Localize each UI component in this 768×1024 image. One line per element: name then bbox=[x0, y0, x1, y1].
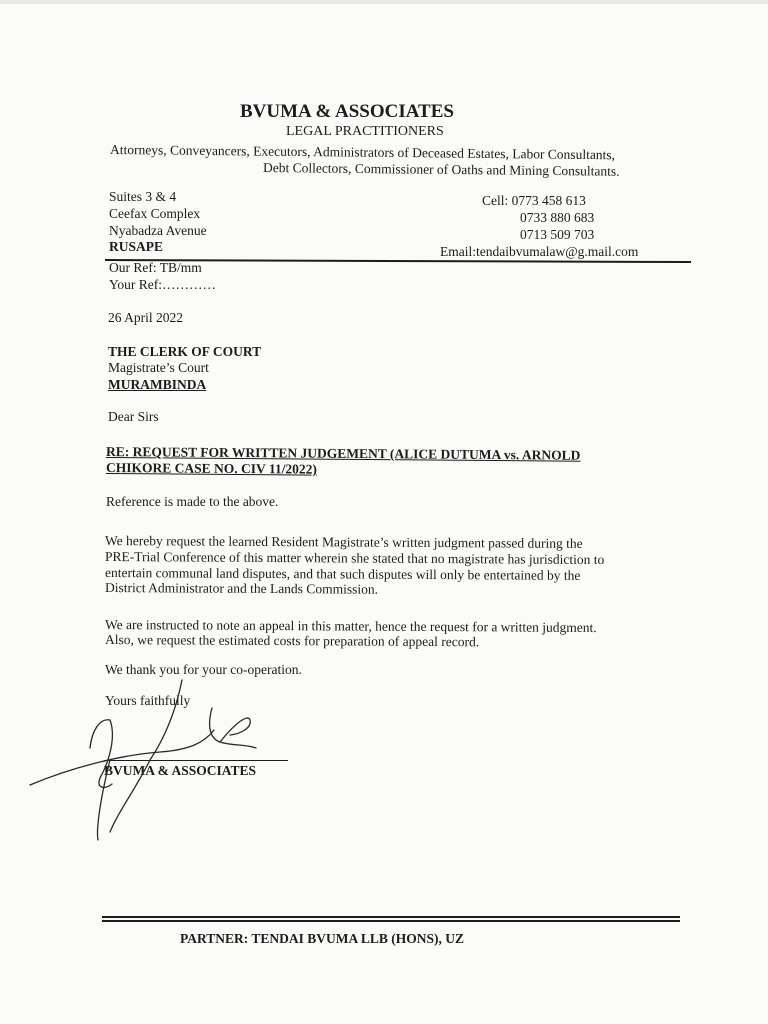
footer-partner: PARTNER: TENDAI BVUMA LLB (HONS), UZ bbox=[180, 931, 465, 946]
address-line-3: Nyabadza Avenue bbox=[109, 223, 207, 238]
footer-rule-2 bbox=[102, 920, 680, 922]
body-paragraph-2-line-4: District Administrator and the Lands Commission. bbox=[104, 580, 379, 597]
your-reference: Your Ref:………… bbox=[109, 277, 217, 292]
subject-line-2: CHIKORE CASE NO. CIV 11/2022) bbox=[105, 460, 317, 477]
signatory-name: BVUMA & ASSOCIATES bbox=[104, 763, 257, 778]
contact-cell: Cell: 0773 458 613 bbox=[482, 193, 586, 208]
salutation: Dear Sirs bbox=[108, 409, 159, 424]
body-paragraph-2-line-1: We hereby request the learned Resident Magistrate’s written judgment passed during the bbox=[104, 533, 583, 551]
address-line-1: Suites 3 & 4 bbox=[109, 189, 177, 204]
services-line-1: Attorneys, Conveyancers, Executors, Administrators of Deceased Estates, Labor Consultants, bbox=[109, 142, 616, 163]
address-city: RUSAPE bbox=[109, 239, 164, 254]
body-paragraph-1: Reference is made to the above. bbox=[106, 494, 279, 509]
letter-date: 26 April 2022 bbox=[108, 310, 184, 325]
firm-name: BVUMA & ASSOCIATES bbox=[240, 101, 454, 122]
firm-subtitle: LEGAL PRACTITIONERS bbox=[286, 124, 444, 139]
body-paragraph-3-line-2: Also, we request the estimated costs for preparation of appeal record. bbox=[104, 632, 480, 650]
contact-phone-3: 0713 509 703 bbox=[520, 227, 595, 242]
contact-email: Email:tendaibvumalaw@g.mail.com bbox=[440, 244, 639, 259]
recipient-title: THE CLERK OF COURT bbox=[108, 344, 262, 359]
body-paragraph-2-line-2: PRE-Trial Conference of this matter wherein she stated that no magistrate has jurisdiction to bbox=[104, 549, 605, 568]
body-paragraph-3-line-1: We are instructed to note an appeal in this matter, hence the request for a written judgment. bbox=[104, 617, 597, 636]
body-paragraph-4: We thank you for your co-operation. bbox=[105, 662, 302, 677]
valediction: Yours faithfully bbox=[105, 693, 191, 708]
address-line-2: Ceefax Complex bbox=[109, 206, 201, 221]
recipient-location: MURAMBINDA bbox=[108, 377, 207, 392]
body-paragraph-2-line-3: entertain communal land disputes, and that such disputes will only be entertained by the bbox=[104, 565, 581, 583]
recipient-court: Magistrate’s Court bbox=[108, 360, 209, 375]
subject-line-1: RE: REQUEST FOR WRITTEN JUDGEMENT (ALICE DUTUMA vs. ARNOLD bbox=[105, 444, 581, 463]
contact-phone-2: 0733 880 683 bbox=[520, 210, 595, 225]
footer-rule-1 bbox=[102, 916, 680, 918]
services-line-2: Debt Collectors, Commissioner of Oaths and Mining Consultants. bbox=[262, 160, 620, 179]
our-reference: Our Ref: TB/mm bbox=[109, 260, 202, 275]
